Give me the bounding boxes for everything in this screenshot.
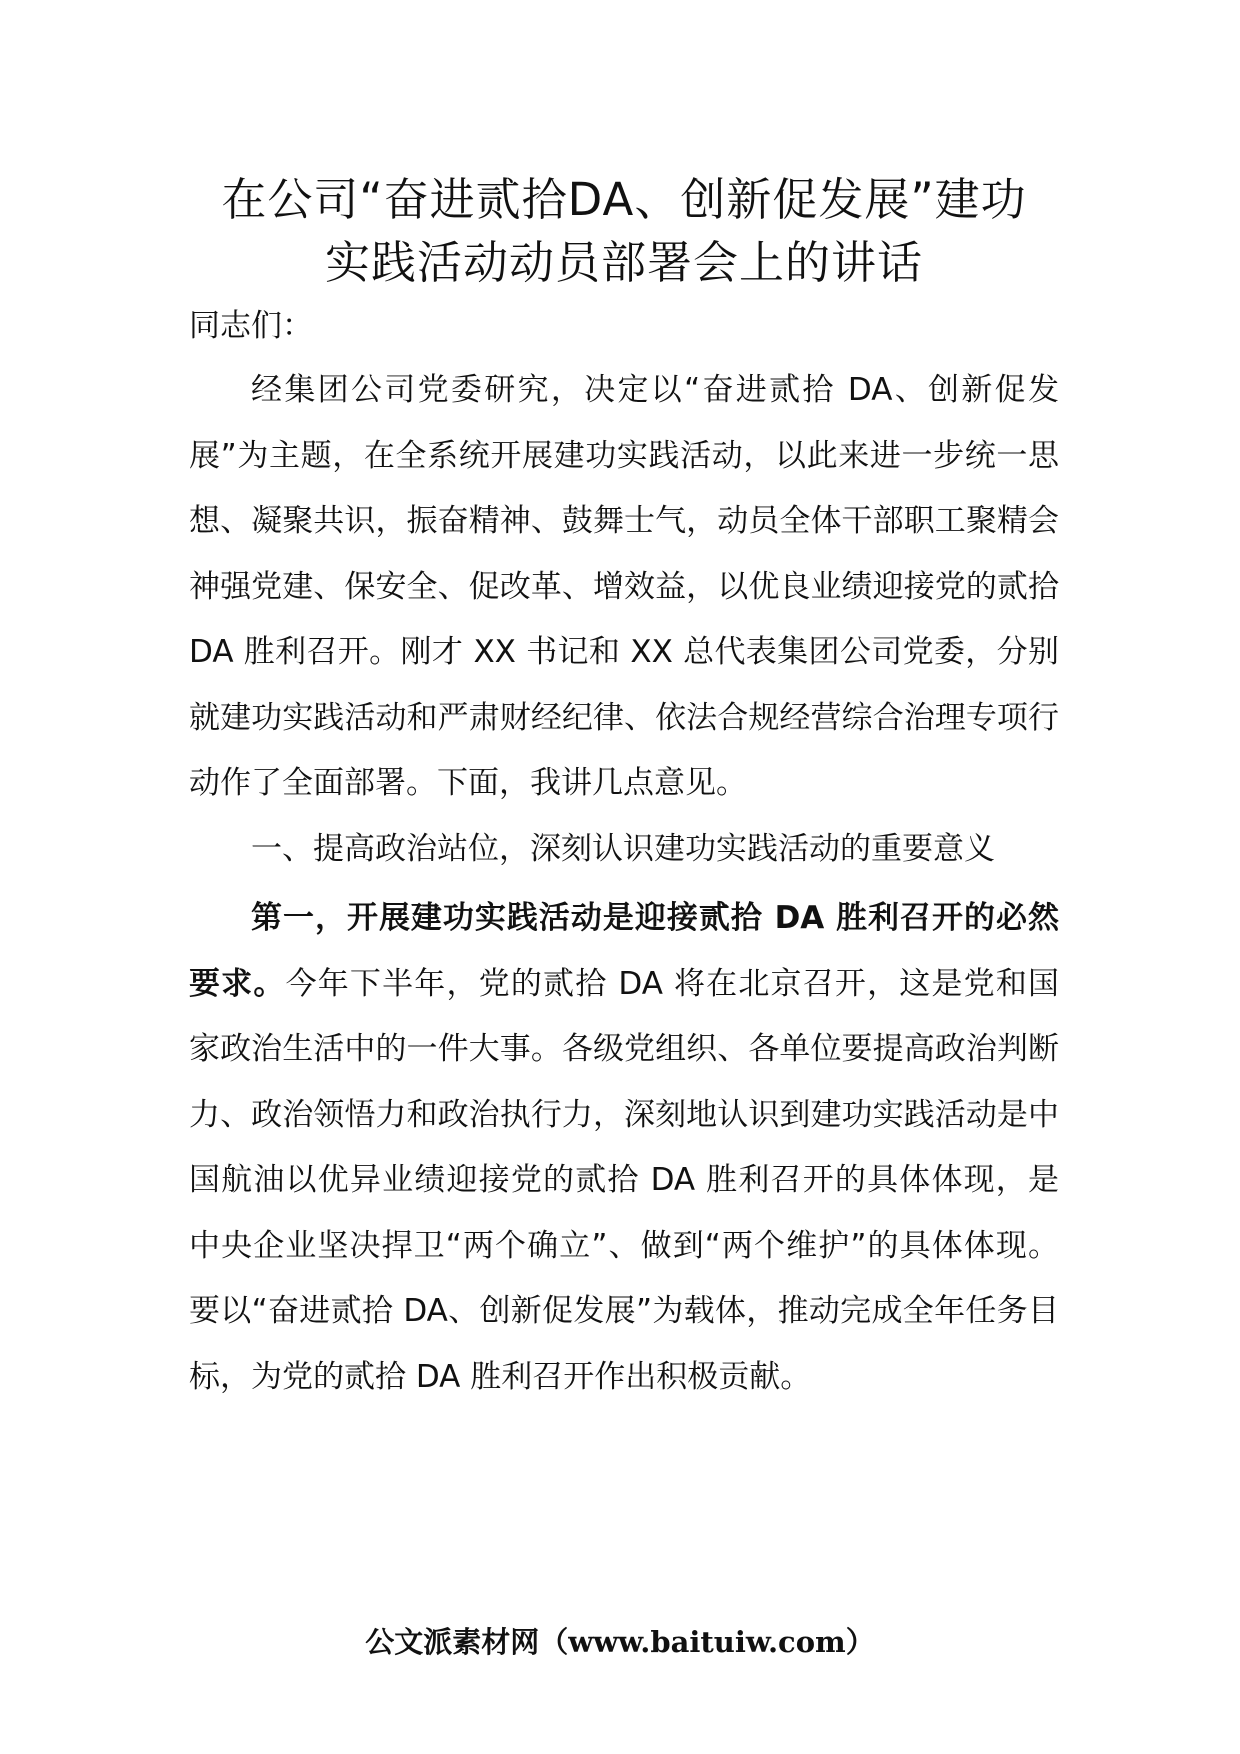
document-page [189, 0, 1059, 1410]
document-title [189, 0, 1059, 294]
salutation: 同志们： [189, 308, 313, 344]
title-line-2: 实践活动动员部署会上的讲话 [324, 236, 923, 289]
paragraph-lead-bold: 第一，开展建功实践活动是迎接贰拾 DA 胜利召开的必然要求。 [189, 900, 1059, 1002]
title-line-1: 在公司“奋进贰拾DA、创新促发展”建功 [221, 173, 1027, 226]
source-watermark: 公文派素材网（www.baituiw.com） [365, 1625, 875, 1659]
paragraph-intro: 经集团公司党委研究，决定以“奋进贰拾 DA、创新促发展”为主题，在全系统开展建功实践活动，以此来进一步统一思想、凝聚共识，振奋精神、鼓舞士气，动员全体干部职工聚精会神强党建、保安全、促改革、增效益，以优良业绩迎接党的贰拾 DA 胜利召开。刚才 XX 书记和 XX 总代表集团公司党委，分别就建功实践活动和严肃财经纪律、依法合规经营综合治理专项行动作了全面部署。下面，我讲几点意见。 [189, 372, 1059, 801]
paragraph-first-point [189, 886, 1059, 1410]
section-heading-1: 一、提高政治站位，深刻认识建功实践活动的重要意义 [251, 830, 995, 867]
paragraph-body: 今年下半年，党的贰拾 DA 将在北京召开，这是党和国家政治生活中的一件大事。各级党组织、各单位要提高政治判断力、政治领悟力和政治执行力，深刻地认识到建功实践活动是中国航油以优异业绩迎接党的贰拾 DA 胜利召开的具体体现，是中央企业坚决捍卫“两个确立”、做到“两个维护”的具体体现。要以“奋进贰拾 DA、创新促发展”为载体，推动完成全年任务目标，为党的贰拾 DA 胜利召开作出积极贡献。 [189, 965, 1060, 1395]
